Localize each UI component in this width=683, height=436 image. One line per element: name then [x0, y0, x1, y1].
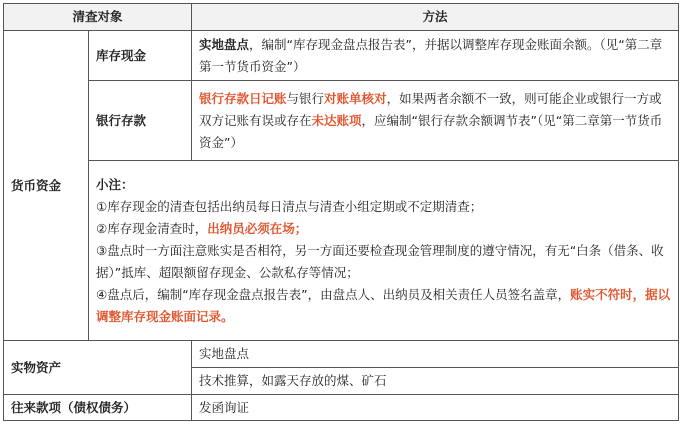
note-item-1: ①库存现金的清查包括出纳员每日清点与清查小组定期或不定期清查； [96, 198, 483, 214]
note-item-4-highlight: 账实不符时，据以调整库存现金账面记录。 [96, 286, 671, 324]
bank-text-2: ，如果两者余额不一致，则可能企业或银行一方或双方记账有误或存在 [199, 90, 662, 128]
row-physical-1 [4, 341, 679, 368]
row-receivable [4, 395, 679, 421]
header-method: 方法 [192, 4, 679, 31]
row-bank [4, 81, 679, 161]
method-stock-cash-bold: 实地盘点 [199, 36, 250, 52]
note-item-3: ③盘点时一方面注意账实是否相符，另一方面还要检查现金管理制度的遵守情况，有无“白条（借条、收据）”抵库、超限额留存现金、公款私存等情况； [96, 242, 664, 280]
note-item-2-highlight: 出纳员必须在场； [207, 220, 308, 236]
row-stock-cash [4, 31, 679, 81]
method-stock-cash [192, 31, 679, 81]
label-stock-cash: 库存现金 [89, 31, 192, 81]
header-target: 清查对象 [4, 4, 192, 31]
method-bank [192, 81, 679, 161]
method-physical-2: 技术推算，如露天存放的煤、矿石 [192, 368, 679, 395]
note-item-2 [96, 218, 671, 240]
category-cash: 货币资金 [4, 31, 89, 341]
note-item-4-text: ④盘点后，编制“库存现金盘点报告表”，由盘点人、出纳员及相关责任人员签名盖章， [96, 286, 571, 302]
method-physical-1: 实地盘点 [192, 341, 679, 368]
header-row [4, 4, 679, 31]
bank-highlight-journal: 银行存款日记账 [199, 90, 287, 106]
asset-check-table [3, 3, 679, 421]
bank-highlight-statement: 对账单核对 [324, 90, 387, 106]
bank-highlight-outstanding: 未达账项 [311, 112, 362, 128]
note-title: 小注： [96, 176, 134, 192]
note-item-2-text: ②库存现金清查时， [96, 220, 208, 236]
note-cell [89, 161, 679, 341]
bank-text-3: ，应编制“银行存款余额调节表”（见“第二章第一节货币资金”） [199, 112, 663, 150]
category-receivable: 往来款项（债权债务） [4, 395, 192, 421]
label-bank: 银行存款 [89, 81, 192, 161]
bank-text-1: 与银行 [286, 90, 325, 106]
note-item-4 [96, 284, 671, 328]
method-stock-cash-rest: ，编制“库存现金盘点报告表”，并据以调整库存现金账面余额。（见“第二章第一节货币资金”） [199, 36, 663, 74]
method-receivable: 发函询证 [192, 395, 679, 421]
row-note [4, 161, 679, 341]
category-physical: 实物资产 [4, 341, 192, 395]
